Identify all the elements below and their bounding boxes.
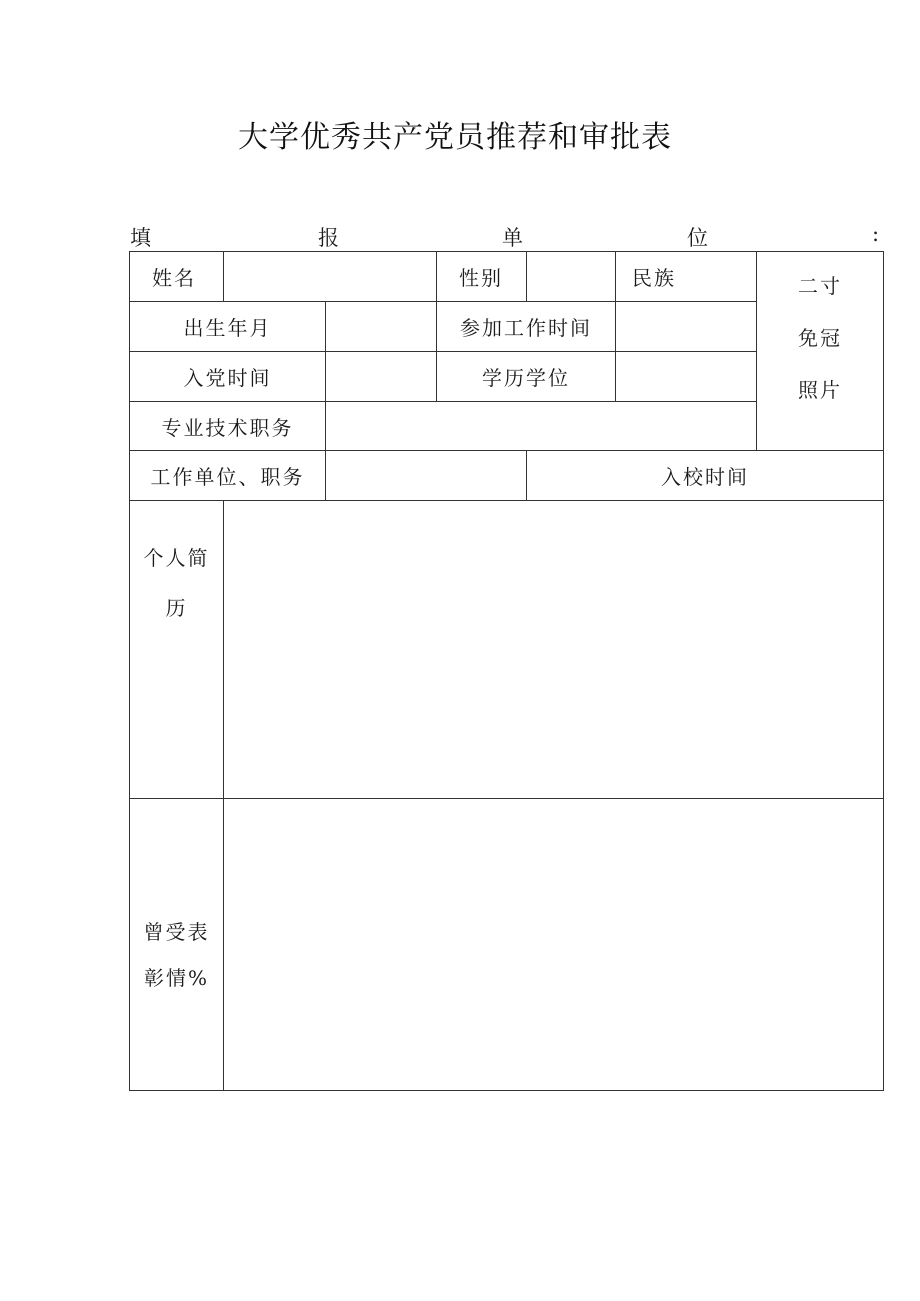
fill-unit-colon: : — [872, 222, 880, 246]
work-start-field[interactable] — [616, 302, 757, 352]
professional-title-field[interactable] — [326, 402, 757, 451]
awards-field[interactable] — [224, 799, 884, 1091]
name-label: 姓名 — [130, 252, 224, 302]
photo-label-line: 照片 — [798, 378, 842, 402]
fill-unit-char: 位 — [687, 226, 708, 250]
photo-box[interactable] — [757, 252, 884, 451]
gender-field[interactable] — [527, 252, 616, 302]
name-field[interactable] — [224, 252, 437, 302]
education-field[interactable] — [616, 352, 757, 402]
professional-title-label: 专业技术职务 — [130, 402, 326, 451]
photo-label-line: 二寸 — [798, 274, 842, 298]
enroll-time-label: 入校时间 — [527, 451, 884, 501]
work-unit-field[interactable] — [326, 451, 527, 501]
work-unit-label: 工作单位、职务 — [130, 451, 326, 501]
awards-label-line: 彰情% — [143, 965, 209, 990]
photo-label-line: 免冠 — [798, 326, 842, 350]
birth-label: 出生年月 — [130, 302, 326, 352]
gender-label: 性别 — [437, 252, 527, 302]
ethnicity-label: 民族 — [616, 252, 757, 302]
fill-unit-char: 单 — [502, 226, 523, 250]
resume-field[interactable] — [224, 501, 884, 799]
fill-unit-char: 填 — [130, 226, 151, 250]
birth-field[interactable] — [326, 302, 437, 352]
resume-label-line: 历 — [165, 596, 188, 620]
party-join-field[interactable] — [326, 352, 437, 402]
fill-unit-line — [130, 222, 884, 250]
work-start-label: 参加工作时间 — [437, 302, 616, 352]
awards-label-line: 曾受表 — [143, 919, 210, 944]
fill-unit-char: 报 — [318, 226, 339, 250]
page-title: 大学优秀共产党员推荐和审批表 — [238, 120, 672, 155]
party-join-label: 入党时间 — [130, 352, 326, 402]
awards-label — [130, 799, 224, 1091]
resume-label-line: 个人简 — [143, 546, 210, 570]
application-form-table — [129, 251, 884, 1091]
education-label: 学历学位 — [437, 352, 616, 402]
resume-label — [130, 501, 224, 799]
